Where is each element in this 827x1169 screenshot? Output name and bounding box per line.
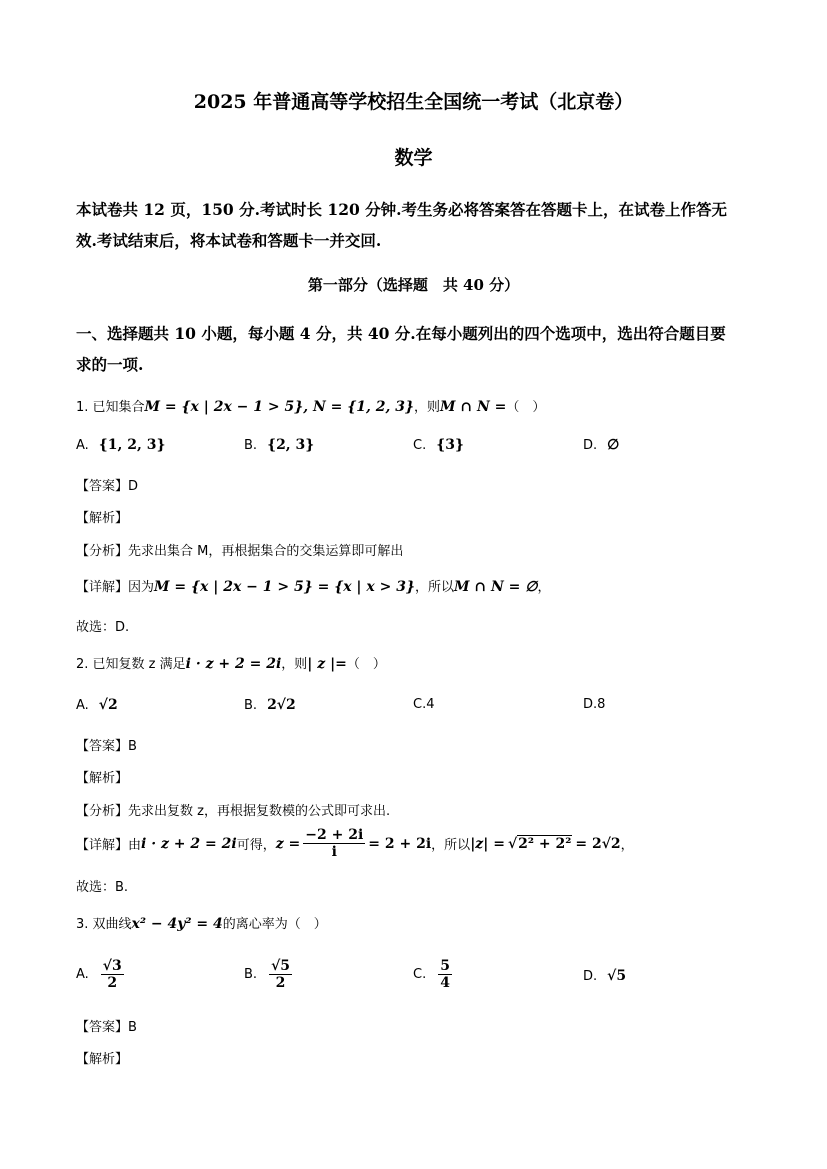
- option-label: B.: [244, 698, 258, 713]
- q3-option-d: [583, 968, 626, 984]
- question-3-suffix: 的离心率为（ ）: [222, 917, 327, 932]
- q3-answer: [76, 1016, 137, 1035]
- detail-abs: |z| =: [470, 835, 505, 852]
- fraction-numerator: −2 + 2i: [305, 827, 364, 843]
- q1-conclusion: 故选：D.: [76, 620, 130, 635]
- option-value: √2: [98, 697, 118, 713]
- detail-z: z =: [275, 835, 301, 852]
- fraction-denominator: i: [331, 844, 337, 860]
- detail-mid: ，所以: [414, 580, 454, 595]
- fraction-numerator: 5: [440, 958, 450, 974]
- detail-result: = 2√2: [575, 835, 621, 852]
- subject-title: 数学: [394, 147, 433, 169]
- option-label: C.: [413, 967, 427, 982]
- fenxi-text: 先求出集合 M，再根据集合的交集运算即可解出: [128, 544, 404, 559]
- fraction-denominator: 2: [107, 975, 118, 991]
- detail-suffix: ，: [537, 580, 551, 595]
- page-title: 2025 年普通高等学校招生全国统一考试（北京卷）: [193, 91, 634, 113]
- question-1-prefix: 1. 已知集合: [76, 400, 145, 415]
- fraction-numerator: √3: [102, 958, 122, 974]
- option-fraction: [269, 958, 292, 991]
- q2-option-d: [583, 697, 605, 712]
- fenxi-text: 先求出复数 z，再根据复数模的公式即可求出.: [128, 804, 391, 819]
- q2-option-b: [244, 697, 296, 713]
- fenxi-label: 【分析】: [76, 544, 129, 559]
- option-fraction: [438, 958, 452, 991]
- detail-expr2: M ∩ N = ∅: [453, 579, 538, 595]
- option-value: {3}: [436, 437, 464, 453]
- question-1-mid: ，则: [414, 400, 441, 415]
- answer-value: D: [128, 479, 139, 494]
- section-line-1: 一、选择题共 10 小题，每小题 4 分，共 40 分.在每小题列出的四个选项中，选出符合题目要: [76, 324, 726, 343]
- part-title: 第一部分（选择题 共 40 分）: [307, 276, 520, 294]
- question-2-cond: i · z + 2 = 2i: [185, 656, 282, 672]
- q2-fenxi: [76, 800, 390, 819]
- q3-analysis-label: 【解析】: [76, 1052, 129, 1067]
- q2-option-c: [413, 697, 435, 712]
- question-2-expr: | z |=: [307, 656, 347, 672]
- q3-option-a: [76, 958, 124, 991]
- option-label: A.: [76, 698, 89, 713]
- q2-option-a: [76, 697, 118, 713]
- q2-analysis-label: 【解析】: [76, 771, 129, 786]
- question-2-suffix: （ ）: [346, 657, 386, 672]
- q3-option-c: [413, 958, 452, 991]
- option-label: C.: [413, 697, 427, 712]
- q2-answer: [76, 735, 137, 754]
- option-label: B.: [244, 967, 258, 982]
- detail-expr: M = {x | 2x − 1 > 5} = {x | x > 3}: [154, 579, 415, 595]
- q1-detail: [76, 576, 550, 595]
- detail-label: 【详解】: [76, 838, 129, 853]
- question-2-mid: ，则: [281, 657, 308, 672]
- intro-line-2: 效.考试结束后，将本试卷和答题卡一并交回.: [76, 231, 382, 250]
- question-2-prefix: 2. 已知复数 z 满足: [76, 657, 186, 672]
- option-fraction: [101, 958, 124, 991]
- fraction-numerator: √5: [271, 958, 291, 974]
- sqrt-radicand: 2² + 2²: [518, 835, 572, 852]
- option-label: D.: [583, 438, 598, 453]
- option-value: {2, 3}: [267, 437, 315, 453]
- q1-option-a: [76, 437, 166, 453]
- detail-mid2: ，所以: [431, 838, 471, 853]
- question-2: [76, 653, 386, 672]
- option-value: 8: [597, 697, 606, 712]
- question-1-expr: M ∩ N =: [440, 399, 507, 415]
- q1-fenxi: [76, 540, 403, 559]
- fenxi-label: 【分析】: [76, 804, 129, 819]
- answer-label: 【答案】: [76, 1020, 129, 1035]
- question-3-equation: x² − 4y² = 4: [131, 916, 223, 932]
- detail-sqrt: √2² + 2²: [507, 835, 572, 852]
- answer-label: 【答案】: [76, 479, 129, 494]
- q1-option-b: [244, 437, 314, 453]
- q1-analysis-label: 【解析】: [76, 511, 129, 526]
- detail-label: 【详解】: [76, 580, 129, 595]
- detail-mid: 可得，: [236, 838, 276, 853]
- option-label: D.: [583, 697, 598, 712]
- section-line-2: 求的一项.: [76, 355, 144, 374]
- q1-answer: [76, 475, 138, 494]
- detail-eq: = 2 + 2i: [368, 835, 432, 852]
- option-label: D.: [583, 969, 598, 984]
- detail-cond: i · z + 2 = 2i: [141, 835, 237, 852]
- detail-suffix: ，: [620, 838, 634, 853]
- q1-option-d: [583, 437, 619, 453]
- q2-conclusion: 故选：B.: [76, 880, 129, 895]
- q2-detail: [76, 827, 634, 860]
- question-1: [76, 396, 545, 415]
- question-1-suffix: （ ）: [506, 400, 546, 415]
- question-3: [76, 913, 327, 932]
- option-label: A.: [76, 438, 89, 453]
- option-value: √5: [607, 968, 627, 984]
- option-value: ∅: [607, 437, 620, 453]
- answer-value: B: [128, 739, 137, 754]
- detail-fraction: [303, 827, 365, 860]
- option-value: 4: [426, 697, 435, 712]
- detail-prefix: 因为: [128, 580, 155, 595]
- option-label: B.: [244, 438, 258, 453]
- fraction-denominator: 4: [440, 975, 450, 991]
- fraction-denominator: 2: [275, 975, 286, 991]
- option-value: 2√2: [267, 697, 296, 713]
- answer-value: B: [128, 1020, 137, 1035]
- answer-label: 【答案】: [76, 739, 129, 754]
- q3-option-b: [244, 958, 292, 991]
- intro-line-1: 本试卷共 12 页，150 分.考试时长 120 分钟.考生务必将答案答在答题卡上，在试卷上作答无: [76, 200, 728, 219]
- question-1-set-def: M = {x | 2x − 1 > 5}, N = {1, 2, 3}: [144, 399, 414, 415]
- question-3-prefix: 3. 双曲线: [76, 917, 132, 932]
- detail-prefix: 由: [128, 838, 142, 853]
- option-label: A.: [76, 967, 89, 982]
- option-label: C.: [413, 438, 427, 453]
- option-value: {1, 2, 3}: [98, 437, 166, 453]
- q1-option-c: [413, 437, 464, 453]
